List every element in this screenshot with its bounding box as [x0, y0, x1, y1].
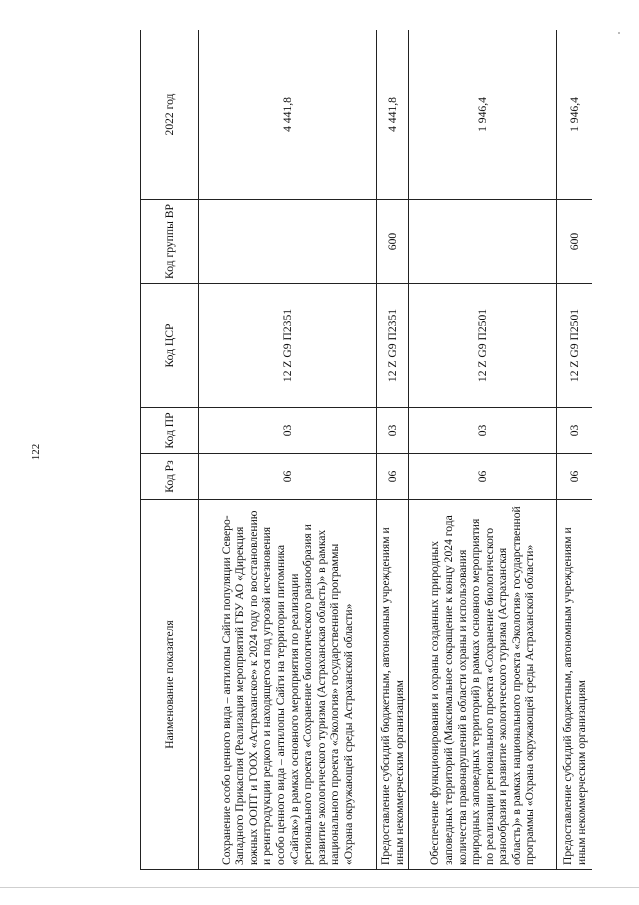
row-pr: 03 — [409, 408, 557, 454]
header-csr: Код ЦСР — [141, 284, 199, 408]
page-number: 122 — [30, 443, 42, 461]
table-row — [557, 30, 592, 870]
bottom-rule — [0, 887, 639, 888]
row-pr: 03 — [199, 408, 377, 454]
header-rz: Код Рз — [141, 454, 199, 500]
rotated-table — [140, 30, 592, 870]
row-amount: 4 441,8 — [199, 30, 377, 200]
row-vr — [409, 200, 557, 284]
row-csr: 12 Z G9 П2501 — [409, 284, 557, 408]
row-amount: 4 441,8 — [377, 30, 409, 200]
row-amount: 1 946,4 — [557, 30, 592, 200]
row-name: Сохранение особо ценного вида – антилопы Сайги популяции Северо-Западного Прикаспия (Реализация мероприятий ГБУ АО «Дирекция южных ООПТ и ГООХ «Астраханское» к 2024 году по восстановлению и реинтродукции редкого и находящегося под угрозой исчезновения особо ценного вида – антилопы Сайги на территории питомника «Сайгак») в рамках основного мероприятия по реализации регионального проекта «Сохранение биологического разнообразия и развитие экологического туризма (Астраханская область)» в рамках национального проекта «Экология» государственной программы «Охрана окружающей среды Астраханской области» — [199, 500, 377, 870]
header-name: Наименование показателя — [141, 500, 199, 870]
row-name: Обеспечение функционирования и охраны созданных природных заповедных территорий (Максимальное сокращение к концу 2024 года количества правонарушений в области охраны и использования природных заповедных территорий) в рамках основного мероприятия по реализации регионального проекта «Сохранение биологического разнообразия и развитие экологического туризма (Астраханская область)» в рамках национального проекта «Экология» государственной программы «Охрана окружающей среды Астраханской области» — [409, 500, 557, 870]
rotated-table-container — [140, 30, 592, 870]
row-csr: 12 Z G9 П2351 — [377, 284, 409, 408]
row-vr: 600 — [377, 200, 409, 284]
row-rz: 06 — [199, 454, 377, 500]
table-row — [199, 30, 377, 870]
scan-artifact — [618, 32, 620, 34]
row-rz: 06 — [377, 454, 409, 500]
row-csr: 12 Z G9 П2351 — [199, 284, 377, 408]
table-header-row — [141, 30, 199, 870]
row-pr: 03 — [557, 408, 592, 454]
header-year: 2022 год — [141, 30, 199, 200]
row-rz: 06 — [557, 454, 592, 500]
header-vr: Код группы ВР — [141, 200, 199, 284]
row-name: Предоставление субсидий бюджетным, автономным учреждениям и иным некоммерческим организациям — [377, 500, 409, 870]
row-amount: 1 946,4 — [409, 30, 557, 200]
row-rz: 06 — [409, 454, 557, 500]
row-vr: 600 — [557, 200, 592, 284]
table-row — [377, 30, 409, 870]
row-vr — [199, 200, 377, 284]
row-csr: 12 Z G9 П2501 — [557, 284, 592, 408]
budget-table — [140, 30, 592, 870]
header-pr: Код ПР — [141, 408, 199, 454]
row-pr: 03 — [377, 408, 409, 454]
row-name: Предоставление субсидий бюджетным, автономным учреждениям и иным некоммерческим организациям — [557, 500, 592, 870]
table-row — [409, 30, 557, 870]
